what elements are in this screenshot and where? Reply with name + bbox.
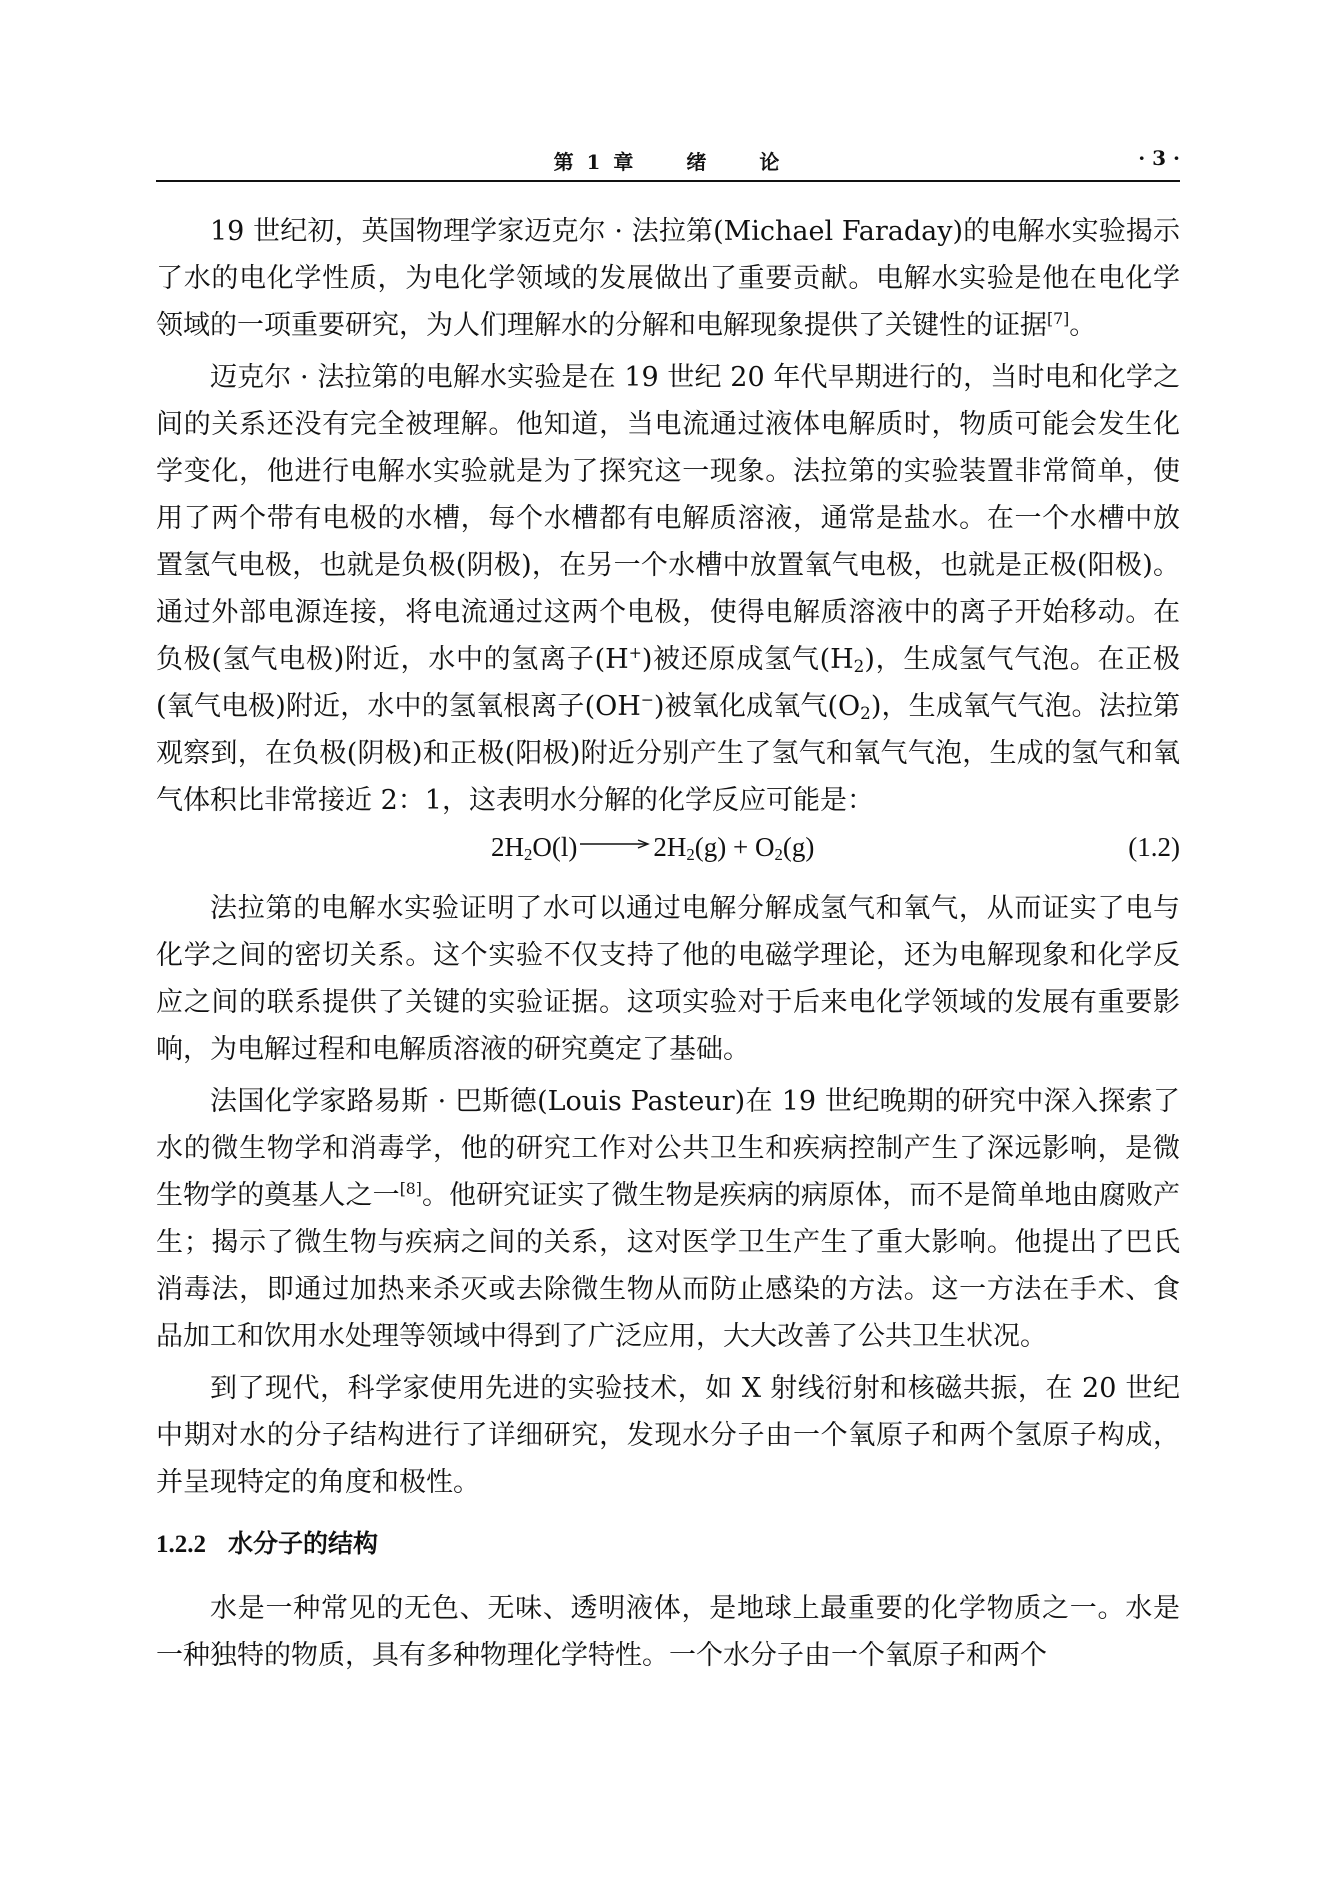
paragraph-faraday-conclusion: 法拉第的电解水实验证明了水可以通过电解分解成氢气和氧气，从而证实了电与化学之间的密切关系。这个实验不仅支持了他的电磁学理论，还为电解现象和化学反应之间的联系提供了关键的实验证据。这项实验对于后来电化学领域的发展有重要影响，为电解过程和电解质溶液的研究奠定了基础。 xyxy=(156,893,1180,1065)
equation-term: (g) xyxy=(782,832,815,862)
paragraph-faraday-intro xyxy=(156,208,1180,349)
paragraph-text: )，生成氧气气泡。法拉第观察到，在负极(阴极)和正极(阳极)附近分别产生了氢气和氧气气泡，生成的氢气和氧气体积比非常接近 2：1，这表明水分解的化学反应可能是： xyxy=(156,691,1180,816)
equation-number: (1.2) xyxy=(1128,832,1180,862)
equation-term: 2H xyxy=(491,832,524,862)
equation-term: O(l) xyxy=(532,832,578,862)
chapter-title-char-2: 论 xyxy=(759,150,783,174)
paragraph-text: 法国化学家路易斯 · 巴斯德(Louis Pasteur)在 19 世纪晚期的研究中深入探索了水的微生物学和消毒学，他的研究工作对公共卫生和疾病控制产生了深远影响，是微生物学的奠基人之一 xyxy=(156,1086,1180,1211)
equation-water-electrolysis xyxy=(156,824,1180,885)
page-number: · 3 · xyxy=(1138,146,1180,170)
section-number: 1.2.2 xyxy=(156,1531,206,1558)
superscript-plus: + xyxy=(628,643,642,662)
running-header xyxy=(156,140,1180,182)
paragraph-text: )被氧化成氧气(O xyxy=(653,691,861,722)
superscript-minus: − xyxy=(640,690,654,709)
equation-subscript: 2 xyxy=(686,845,695,865)
paragraph-text: 19 世纪初，英国物理学家迈克尔 · 法拉第(Michael Faraday)的电解水实验揭示了水的电化学性质，为电化学领域的发展做出了重要贡献。电解水实验是他在电化学领域的一项重要研究，为人们理解水的分解和电解现象提供了关键性的证据 xyxy=(156,216,1180,341)
equation-subscript: 2 xyxy=(524,845,533,865)
paragraph-pasteur xyxy=(156,1078,1180,1360)
citation-8: [8] xyxy=(399,1179,422,1198)
equation-term: 2H xyxy=(653,832,687,862)
paragraph-text: )被还原成氢气(H xyxy=(641,644,854,675)
subscript-2: 2 xyxy=(853,656,865,677)
paragraph-text: 迈克尔 · 法拉第的电解水实验是在 19 世纪 20 年代早期进行的，当时电和化学之间的关系还没有完全被理解。他知道，当电流通过液体电解质时，物质可能会发生化学变化，他进行电解水实验就是为了探究这一现象。法拉第的实验装置非常简单，使用了两个带有电极的水槽，每个水槽都有电解质溶液，通常是盐水。在一个水槽中放置氢气电极，也就是负极(阴极)，在另一个水槽中放置氧气电极，也就是正极(阳极)。通过外部电源连接，将电流通过这两个电极，使得电解质溶液中的离子开始移动。在负极(氢气电极)附近，水中的氢离子(H xyxy=(156,362,1180,675)
paragraph-water-structure: 水是一种常见的无色、无味、透明液体，是地球上最重要的化学物质之一。水是一种独特的物质，具有多种物理化学特性。一个水分子由一个氧原子和两个 xyxy=(156,1593,1180,1671)
chapter-label: 第 1 章 xyxy=(553,150,637,174)
equation-expression xyxy=(491,832,814,863)
paragraph-faraday-experiment xyxy=(156,354,1180,824)
paragraph-modern-research: 到了现代，科学家使用先进的实验技术，如 X 射线衍射和核磁共振，在 20 世纪中期对水的分子结构进行了详细研究，发现水分子由一个氧原子和两个氢原子构成，并呈现特定的角度和极性。 xyxy=(156,1373,1180,1498)
section-heading xyxy=(156,1520,1180,1569)
chapter-title-char-1: 绪 xyxy=(686,150,710,174)
equation-term: (g) + O xyxy=(694,832,775,862)
reaction-arrow-icon xyxy=(580,839,650,849)
paragraph-text: 。他研究证实了微生物是疾病的病原体，而不是简单地由腐败产生；揭示了微生物与疾病之间的关系，这对医学卫生产生了重大影响。他提出了巴氏消毒法，即通过加热来杀灭或去除微生物从而防止感染的方法。这一方法在手术、食品加工和饮用水处理等领域中得到了广泛应用，大大改善了公共卫生状况。 xyxy=(156,1180,1181,1352)
paragraph-end: 。 xyxy=(1069,310,1097,341)
citation-7: [7] xyxy=(1047,309,1070,328)
subscript-2: 2 xyxy=(860,703,871,724)
section-title: 水分子的结构 xyxy=(228,1529,379,1558)
paragraph-text: )，生成氢气气泡。在正极(氧气电极)附近，水中的氢氧根离子(OH xyxy=(156,644,1180,722)
chapter-title xyxy=(156,146,1180,175)
equation-subscript: 2 xyxy=(774,845,783,865)
page-body xyxy=(156,208,1180,1679)
